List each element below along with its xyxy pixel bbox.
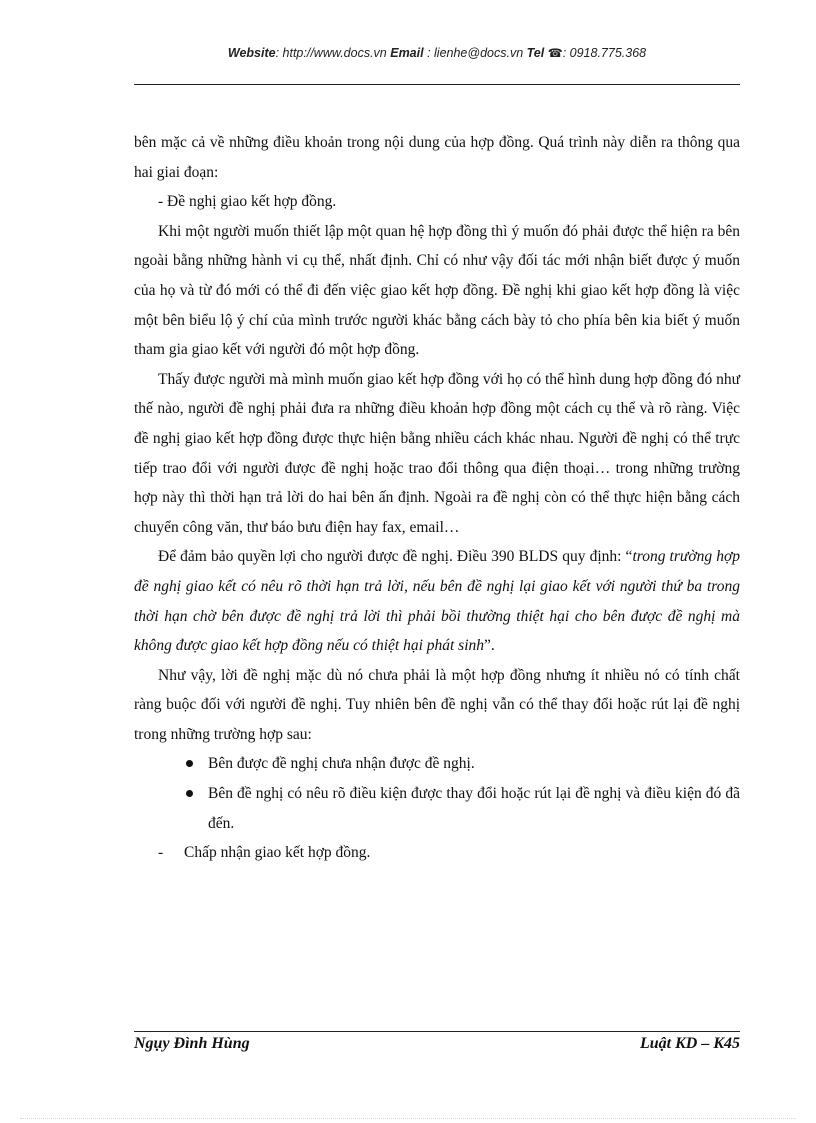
list-item xyxy=(134,749,740,779)
footer-class: Luật KD – K45 xyxy=(639,1035,740,1052)
footer-divider xyxy=(134,1031,740,1032)
paragraph-binding-nature: Như vậy, lời đề nghị mặc dù nó chưa phải là một hợp đồng nhưng ít nhiều nó có tính chất ràng buộc đối với người đề nghị. Tuy nhiên bên đề nghị vẫn có thể thay đổi hoặc rút lại đề nghị trong những trường hợp sau: xyxy=(134,666,740,743)
list-item-text: Bên đề nghị có nêu rõ điều kiện được thay đổi hoặc rút lại đề nghị và điều kiện đó đã đến. xyxy=(208,785,740,832)
quote-text: trong trường hợp đề nghị giao kết có nêu rõ thời hạn trả lời, nếu bên đề nghị lại giao kết với người thứ ba trong thời hạn chờ bên được đề nghị trả lời thì phải bồi thường thiệt hại cho bên được đề nghị mà không được giao kết hợp đồng nếu có thiệt hại phát sinh xyxy=(134,548,740,655)
phone-icon: ☎ xyxy=(547,46,563,60)
quote-intro: Để đảm bảo quyền lợi cho người được đề nghị. Điều 390 BLDS quy định: “ xyxy=(158,548,633,566)
document-body xyxy=(134,128,740,868)
dash-marker: - xyxy=(158,844,164,862)
page-edge xyxy=(20,1118,796,1119)
header-divider xyxy=(134,84,740,85)
section-heading-text: Chấp nhận giao kết hợp đồng. xyxy=(184,844,371,862)
email-link[interactable]: : lienhe@docs.vn xyxy=(427,46,524,60)
paragraph-offer-definition: Khi một người muốn thiết lập một quan hệ hợp đồng thì ý muốn đó phải được thể hiện ra bên ngoài bằng những hành vi cụ thể, nhất định. Chỉ có như vậy đối tác mới nhận biết được ý muốn của họ và từ đó mới có thể đi đến việc giao kết hợp đồng. Đề nghị khi giao kết hợp đồng là việc một bên biểu lộ ý chí của mình trước người khác bằng cách bày tỏ cho phía bên kia biết ý muốn tham gia giao kết với người đó một hợp đồng. xyxy=(134,222,740,359)
list-item-text: Bên được đề nghị chưa nhận được đề nghị. xyxy=(208,755,475,773)
tel-label: Tel xyxy=(526,46,545,60)
page-header xyxy=(134,46,740,60)
paragraph-continuation: bên mặc cả về những điều khoản trong nội dung của hợp đồng. Quá trình này diễn ra thông qua hai giai đoạn: xyxy=(134,134,740,181)
section-heading-acceptance xyxy=(134,838,740,868)
page-footer xyxy=(134,1035,740,1053)
bullet-icon xyxy=(186,790,193,797)
list-item xyxy=(134,779,740,838)
bullet-icon xyxy=(186,760,193,767)
website-separator: : xyxy=(275,46,283,60)
website-link[interactable]: http://www.docs.vn xyxy=(282,46,387,60)
email-label: Email xyxy=(390,46,424,60)
tel-value: : 0918.775.368 xyxy=(562,46,647,60)
website-label: Website xyxy=(227,46,276,60)
quote-end: ”. xyxy=(484,637,495,655)
paragraph-legal-quote xyxy=(134,542,740,660)
footer-author: Ngụy Đình Hùng xyxy=(134,1035,250,1052)
section-heading-offer: - Đề nghị giao kết hợp đồng. xyxy=(158,193,337,211)
paragraph-offer-methods: Thấy được người mà mình muốn giao kết hợp đồng với họ có thể hình dung hợp đồng đó như thế nào, người đề nghị phải đưa ra những điều khoản hợp đồng một cách cụ thể và rõ ràng. Việc đề nghị giao kết hợp đồng được thực hiện bằng nhiều cách khác nhau. Người đề nghị có thể trực tiếp trao đổi với người được đề nghị hoặc trao đổi thông qua điện thoại… trong những trường hợp này thì thời hạn trả lời do hai bên ấn định. Ngoài ra đề nghị còn có thể thực hiện bằng cách chuyển công văn, thư báo bưu điện hay fax, email… xyxy=(134,370,740,536)
